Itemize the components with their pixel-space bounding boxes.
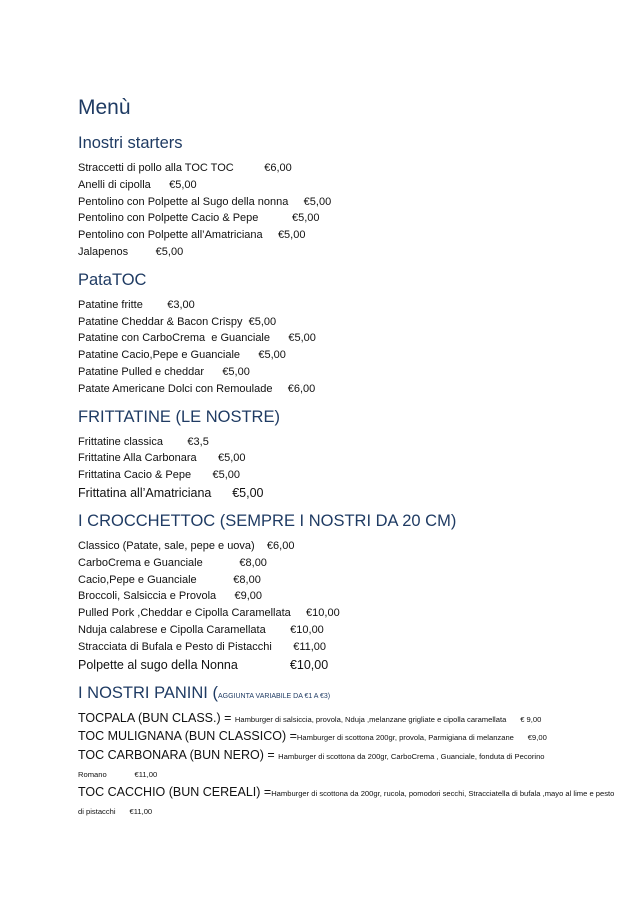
menu-item: Pentolino con Polpette all’Amatriciana €5,00 — [78, 229, 306, 242]
menu-item: Pulled Pork ,Cheddar e Cipolla Caramellata €10,00 — [78, 607, 340, 620]
panino-description: Hamburger di scottona 200gr, provola, Parmigiana di melanzane — [296, 733, 514, 743]
panino-item — [78, 728, 620, 747]
section-title-starters: Inostri starters — [78, 134, 183, 152]
menu-item: Jalapenos €5,00 — [78, 245, 184, 258]
menu-item: Frittatine classica €3,5 — [78, 435, 209, 448]
section-panini — [78, 684, 620, 821]
panino-price: € 9,00 — [520, 714, 542, 724]
panino-name: TOCPALA (BUN CLASS.) = — [78, 710, 235, 725]
panino-description: Hamburger di scottona da 200gr, CarboCrema , Guanciale, fonduta di Pecorino Romano — [78, 751, 545, 780]
section-title-panini — [78, 684, 620, 703]
menu-item: Patate Americane Dolci con Remoulade €6,00 — [78, 382, 316, 395]
menu-item: Frittatina Cacio & Pepe €5,00 — [78, 469, 241, 482]
page-title: Menù — [78, 96, 131, 119]
menu-page — [78, 96, 620, 831]
panino-description: Hamburger di salsiccia, provola, Nduja ,melanzane grigliate e cipolla caramellata — [234, 714, 507, 724]
panino-price: €9,00 — [527, 733, 547, 743]
menu-item: Broccoli, Salsiccia e Provola €9,00 — [78, 590, 263, 603]
menu-item: Patatine con CarboCrema e Guanciale €5,00 — [78, 332, 316, 345]
panino-item — [78, 710, 620, 729]
panino-name: TOC CACCHIO (BUN CEREALI) = — [78, 784, 272, 799]
menu-item: Pentolino con Polpette al Sugo della nonna €5,00 — [78, 195, 332, 208]
menu-item: Patatine Cacio,Pepe e Guanciale €5,00 — [78, 349, 286, 362]
menu-item: Patatine Cheddar & Bacon Crispy €5,00 — [78, 315, 277, 328]
section-title-patatoc: PataTOC — [78, 270, 147, 289]
section-starters — [78, 134, 620, 261]
menu-item: Patatine Pulled e cheddar €5,00 — [78, 365, 250, 378]
section-frittatine — [78, 408, 620, 502]
menu-item: CarboCrema e Guanciale €8,00 — [78, 556, 267, 569]
panino-name: TOC CARBONARA (BUN NERO) = — [78, 747, 279, 762]
panino-description: Hamburger di scottona da 200gr, rucola, pomodori secchi, Stracciatella di bufala ,mayo al lime e pesto di pistacchi — [78, 788, 615, 817]
section-patatoc — [78, 271, 620, 398]
section-note-panini: AGGIUNTA VARIABILE DA €1 A €3) — [217, 692, 331, 700]
menu-item: Frittatina all’Amatriciana €5,00 — [78, 485, 264, 500]
menu-item: Polpette al sugo della Nonna €10,00 — [78, 657, 329, 672]
panino-price: €11,00 — [129, 807, 153, 817]
menu-item: Anelli di cipolla €5,00 — [78, 178, 197, 191]
section-crocchettoc — [78, 512, 620, 674]
panino-item — [78, 747, 620, 784]
panino-price: €11,00 — [134, 770, 158, 780]
menu-item: Stracciata di Bufala e Pesto di Pistacchi €11,00 — [78, 640, 327, 653]
menu-item: Pentolino con Polpette Cacio & Pepe €5,00 — [78, 212, 320, 225]
section-title-frittatine: FRITTATINE (LE NOSTRE) — [78, 407, 280, 426]
menu-item: Patatine fritte €3,00 — [78, 298, 195, 311]
section-title-crocchettoc: I CROCCHETTOC (SEMPRE I NOSTRI DA 20 CM) — [78, 511, 457, 530]
menu-item: Frittatine Alla Carbonara €5,00 — [78, 452, 246, 465]
menu-item: Classico (Patate, sale, pepe e uova) €6,00 — [78, 539, 295, 552]
panino-item — [78, 784, 620, 821]
panino-name: TOC MULIGNANA (BUN CLASSICO) = — [78, 729, 297, 744]
menu-item: Nduja calabrese e Cipolla Caramellata €10,00 — [78, 623, 324, 636]
menu-item: Cacio,Pepe e Guanciale €8,00 — [78, 573, 261, 586]
menu-item: Straccetti di pollo alla TOC TOC €6,00 — [78, 162, 292, 174]
section-title-panini-text: I NOSTRI PANINI ( — [78, 683, 218, 702]
